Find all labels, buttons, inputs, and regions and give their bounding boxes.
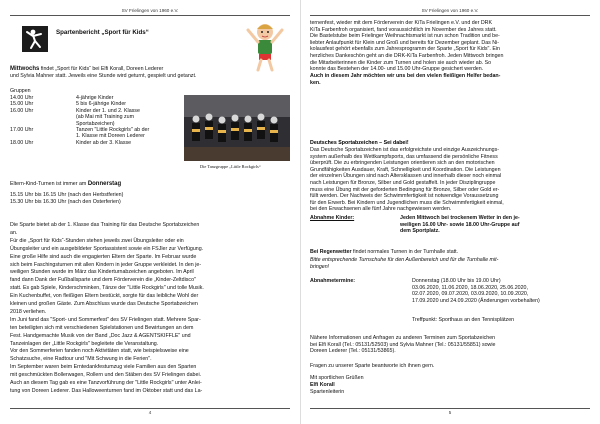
group-description: 4-jährige Kinder xyxy=(76,95,114,101)
text-line: der einzelnen Übungen sind nach Altersklassen und innerhalb dieser noch einmal xyxy=(310,173,502,180)
group-description: Sportabzeichen) xyxy=(76,120,115,127)
group-time: 17.00 Uhr xyxy=(10,127,34,133)
cartoon-kid-image xyxy=(242,20,288,72)
text-line: ten beteiligten sich mit verschiedenen Spielstationen und Bewirtungen an dem xyxy=(10,324,194,331)
text-line: bei Elfi Korall (Tel.: 05131/52503) und Sylvia Mahner (Tel.: 05131/55851) sowie xyxy=(310,341,496,348)
page-header: SV Frielingen von 1960 e.V. xyxy=(421,8,479,13)
parent-child-time-2: 15.30 Uhr bis 16.30 Uhr (nach den Osterferien) xyxy=(10,199,121,205)
photo-caption: Die Tanzgruppe „Little Rockgirls“ xyxy=(200,164,261,169)
text-line: kleinen und großen Gäste. Zum Abschluss wurde das Deutsche Sportabzeichen xyxy=(10,301,198,307)
text-line: Die Sparte bietet ab der 1. Klasse das Training für das Deutsche Sportabzeichen xyxy=(10,222,200,228)
page-number: 5 xyxy=(448,410,452,415)
text-line: Fest. Handgemachte Musik von der Band „Doc Jazz & AGENTSKIFFLE" und xyxy=(10,332,191,339)
page-title: Spartenbericht „Sport für Kids“ xyxy=(56,29,149,36)
page-left xyxy=(4,0,296,424)
footer-rule xyxy=(310,408,590,409)
parent-child-line xyxy=(10,181,121,187)
page-number: 4 xyxy=(148,410,152,415)
text-line: Vor den Sommerferien fanden noch Aktivitäten statt, wie beispielsweise eine xyxy=(10,348,189,355)
meet-point: Treffpunkt: Sporthaus an den Tennisplätzen xyxy=(412,317,515,323)
dates-label: Abnahmetermine: xyxy=(310,278,356,284)
gymnast-logo-icon xyxy=(22,26,48,52)
text-line: Im Juni fand das "Sport- und Sommerfest" des SV Frielingen statt. Mehrere Spar- xyxy=(10,316,201,323)
text-line: muss eine Übung mit der geforderten Bedingung für Bronze, Silber oder Gold er- xyxy=(310,186,500,193)
text-line: 17.09.2020 und 24.09.2020 (Änderungen vorbehalten) xyxy=(412,297,540,304)
text-line: bringen! xyxy=(310,263,330,270)
text-line: überprüft. Die zu erbringenden Leistungen orientieren sich an den motorischen xyxy=(310,160,495,167)
group-description: 1. Klasse mit Doreen Lederer xyxy=(76,133,145,140)
group-time: 16.00 Uhr xyxy=(10,107,34,114)
parent-child-text: Eltern-Kind-Turnen ist immer am xyxy=(10,181,88,187)
signature-role: Spartenleiterin xyxy=(310,389,345,395)
text-line: Übungsleiter und ein ausgebildeter Sportassistent sowie ein FSJler zur Verfügung. xyxy=(10,245,204,252)
text-line: dem Sportplatz. xyxy=(400,228,440,235)
group-time: 15.00 Uhr xyxy=(10,101,34,108)
text-line: 2018 verliehen. xyxy=(10,308,47,315)
text-line: tung von Doreen Lederer. Das Halloweenturnen fand im Oktober statt und das La- xyxy=(10,387,203,394)
rain-text: findet normales Turnen in der Turnhalle statt. xyxy=(351,249,459,255)
group-description: 5 bis 6-jährige Kinder xyxy=(76,101,127,108)
text-line: Ein Kuchenbuffet, von fleißigen Eltern bestückt, sorgte für das leibliche Wohl der xyxy=(10,293,199,300)
text-line: ternenfest, wieder mit dem Förderverein der KiTa Frielingen e.V. und der DRK xyxy=(310,20,493,26)
text-line: liebter Anlaufpunkt für Klein und Groß und bereits für Dezember geplant. Das Ni- xyxy=(310,39,500,46)
text-line: herzliches Dankeschön geht an die DRK-KiTa Farbenfroh. Jeden Mittwoch bringen xyxy=(310,53,504,59)
greeting: Mit sportlichen Grüßen xyxy=(310,375,364,381)
text-line: Im September waren beim Erntedankfestumzug viele Familien aus den Sparten xyxy=(10,364,197,371)
dance-group-photo xyxy=(184,95,290,161)
text-line: konnte das Bestehen der 14.00- und 15.00 Uhr-Gruppe gesichert werden. xyxy=(310,66,484,73)
text-line: mit geschmückten Bollerwagen, Rollern und den Stäben des SV Frielingen dabei. xyxy=(10,372,202,379)
text-line: weiligen 16.00 Uhr- sowie 18.00 Uhr-Gruppe auf xyxy=(400,221,520,228)
text-line: ken. xyxy=(310,79,321,86)
text-line: system außerhalb des Wettkampfsports, das umfassend die persönliche Fitness xyxy=(310,153,498,160)
signature-name: Elfi Korall xyxy=(310,382,335,388)
text-line: Das Deutsche Sportabzeichen ist das erfolgreichste und einzige Auszeichnungs- xyxy=(310,147,500,153)
text-line: weiligen Stunden wurde im März das Kinderturnabzeichen angeboten. Im April xyxy=(10,269,194,276)
group-description: (ab Mai mit Training zum xyxy=(76,114,134,121)
footer-rule xyxy=(10,408,290,409)
intro-line-2: und Sylvia Mahner statt. Jeweils eine Stunde wird geturnt, gespielt und getanzt. xyxy=(10,73,197,79)
group-description: Tanzen "Little Rockgirls" ab der xyxy=(76,127,150,133)
text-line: KiTa Farbenfroh organisiert, fand voraussichtlich im November des Jahres statt. xyxy=(310,26,497,33)
text-line: Nähere Informationen und Anfragen zu anderen Terminen zum Sportabzeichen xyxy=(310,335,496,341)
text-line: fand dann Dank der Fußballsparte und dem Förderverein die „Kinder-Zeltdisco" xyxy=(10,277,196,284)
group-time: 14.00 Uhr xyxy=(10,95,34,101)
text-line: Jeden Mittwoch bei trockenem Wetter in den je- xyxy=(400,215,520,221)
text-line: kolausfest gehört ebenfalls zum Jahresprogramm der Sparte „Sport für Kids". Ein xyxy=(310,46,501,53)
rain-bold: Bei Regenwetter xyxy=(310,249,352,255)
intro-text: findet „Sport für Kids“ bei Elfi Korall, Doreen Lederer xyxy=(39,66,164,72)
text-line: Bitte entsprechende Turnschuhe für den Außenbereich und für die Turnhalle mit- xyxy=(310,257,499,263)
group-description: Kinder der 1. und 2. Klasse xyxy=(76,107,140,114)
text-line: Für die „Sport für Kids“-Stunden stehen jeweils zwei Übungsleiter oder ein xyxy=(10,237,184,244)
text-line: bei den Erwachsenen alle fünf Jahre nachgewiesen werden. xyxy=(310,206,452,213)
text-line: füllt werden. Der Nachweis der Schwimmfertigkeit ist notwendige Voraussetzung xyxy=(310,193,499,200)
intro-day: Mittwochs xyxy=(10,66,40,72)
header-rule xyxy=(310,15,590,16)
text-line: sich beim Faschingsturnen mit allen Kindern in jeder Gruppe verkleidet. In den je- xyxy=(10,261,202,268)
abnahme-label: Abnahme Kinder: xyxy=(310,215,355,221)
dsa-heading: Deutsches Sportabzeichen – Sei dabei! xyxy=(310,140,409,146)
text-line: Auch in diesem Jahr möchten wir uns bei den vielen fleißigen Helfer bedan- xyxy=(310,73,501,79)
group-time: 18.00 Uhr xyxy=(10,139,34,146)
text-line: Tanzeinlagen der „Little Rockgirls" begleitete die Veranstaltung. xyxy=(10,340,159,347)
text-line: Eine große Hilfe sind auch die engagierten Eltern der Sparte. Im Februar wurde xyxy=(10,253,197,260)
parent-child-time-1: 15.15 Uhr bis 16.15 Uhr (nach den Herbstferien) xyxy=(10,192,124,198)
intro-line-1 xyxy=(10,66,163,72)
text-line: an. xyxy=(10,229,18,236)
text-line: Schatzsuche, eine Radtour und "Mit Schwung in die Ferien". xyxy=(10,356,152,363)
text-line: Grundfähigkeiten Ausdauer, Kraft, Schnelligkeit und Koordination. Die Leistungen xyxy=(310,166,501,173)
text-line: Auch an diesem Tag gab es eine Tanzvorführung der "Little Rockgirls" unter Anlei- xyxy=(10,380,202,386)
groups-heading: Gruppen xyxy=(10,88,31,94)
text-line: für den Erwerb. Bei Kindern und Jugendlichen muss die Schwimmfertigkeit einmal, xyxy=(310,199,504,206)
page-right xyxy=(304,0,596,424)
text-line: Die Bastelstube beim Frielinger Weihnachtsmarkt ist nun schon Tradition und be- xyxy=(310,33,500,40)
text-line: die Mitarbeiterinnen die Kinder zum Turnen und holen sie auch wieder ab. So xyxy=(310,59,492,66)
text-line: nach Leistungen für Bronze, Silber und Gold gestaffelt. In jeder Disziplingruppe xyxy=(310,180,496,186)
text-line: statt. Es gab Spiele, Kinderschminken, Tänze der "Little Rockgirls" und tolle Musik. xyxy=(10,285,204,292)
header-rule xyxy=(10,15,290,16)
parent-child-day: Donnerstag xyxy=(87,181,122,187)
group-description: Kinder ab der 3. Klasse xyxy=(76,139,132,146)
text-line: Donnerstag (18.00 Uhr bis 19.00 Uhr) xyxy=(412,278,501,284)
page-header: SV Frielingen von 1960 e.V. xyxy=(121,8,179,13)
text-line: 02.07.2020, 09.07.2020, 03.09.2020, 10.09.2020, xyxy=(412,291,529,298)
questions-line: Fragen zu unserer Sparte beantworte ich ihnen gern. xyxy=(310,363,435,369)
text-line: Doreen Lederer (Tel.: 05131/53865). xyxy=(310,348,396,355)
rain-line xyxy=(310,249,458,255)
page-gutter xyxy=(300,0,301,424)
text-line: 03.06.2020, 11.06.2020, 18.06.2020, 25.06.2020, xyxy=(412,284,528,291)
